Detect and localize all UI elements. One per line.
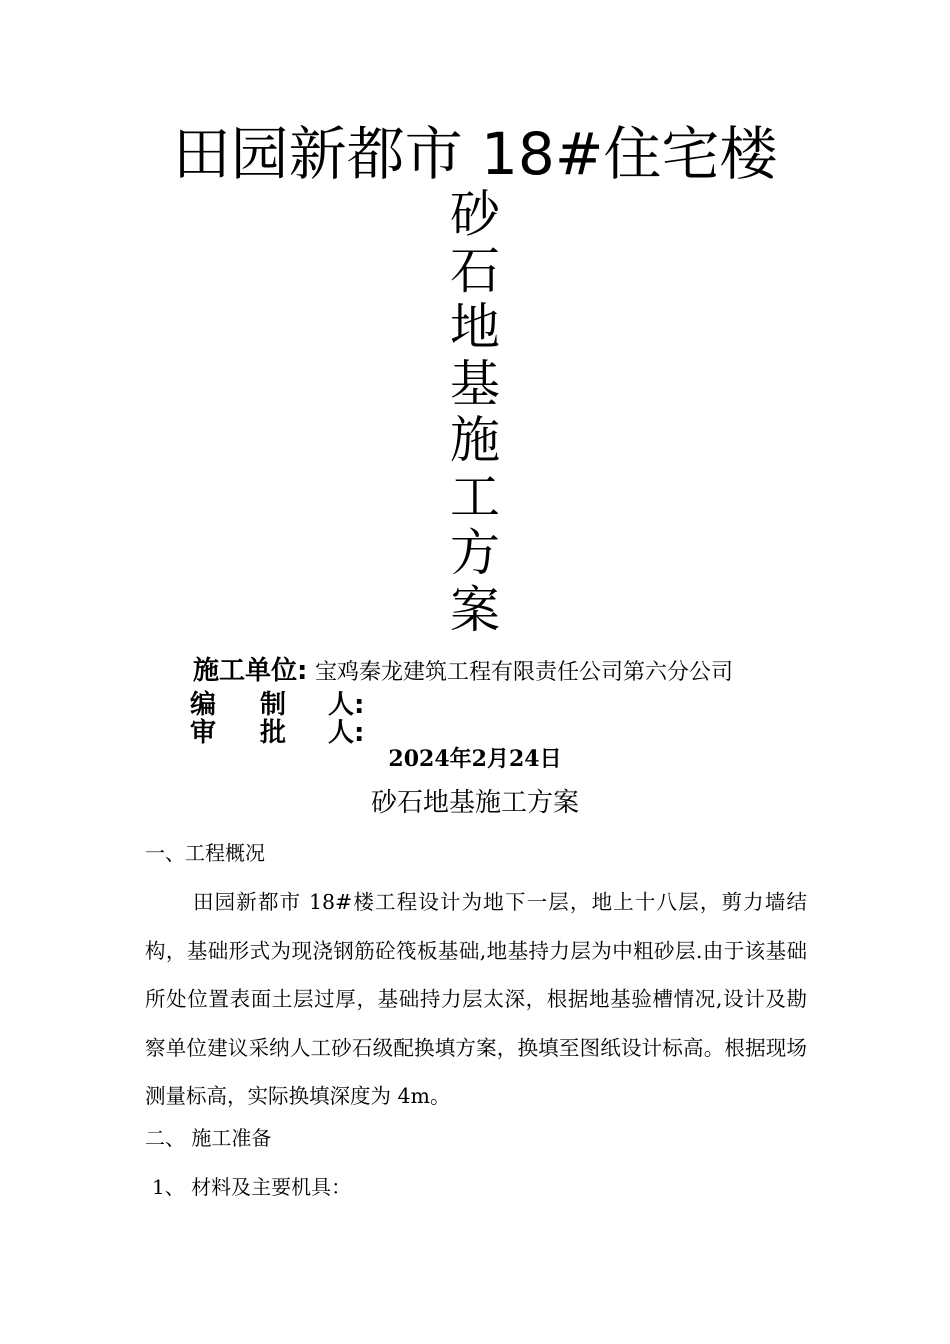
section-1-body: 田园新都市 18#楼工程设计为地下一层，地上十八层，剪力墙结构，基础形式为现浇钢筋砼筏板基础,地基持力层为中粗砂层.由于该基础所处位置表面土层过厚，基础持力层太深，根据地基验槽情况,设计及勘察单位建议采纳人工砂石级配换填方案，换填至图纸设计标高。根据现场测量标高，实际换填深度为 4m。 <box>145 890 807 1108</box>
approver-char: 批 <box>260 718 287 748</box>
cover-title: 田园新都市 18#住宅楼 <box>172 120 778 188</box>
document-heading: 砂石地基施工方案 <box>370 788 579 818</box>
subtitle-char: 地 <box>450 298 500 356</box>
compiler-row <box>190 690 378 720</box>
approver-char: 审 <box>190 718 217 748</box>
compiler-char: 制 <box>260 690 287 720</box>
construction-unit-label: 施工单位: <box>193 656 308 686</box>
compiler-label <box>190 690 378 720</box>
section-2-title: 二、 施工准备 <box>145 1126 272 1150</box>
subtitle-char: 砂 <box>450 185 500 243</box>
subtitle-char: 案 <box>450 580 500 639</box>
approver-char: 人: <box>328 718 365 748</box>
construction-unit-row <box>193 656 733 688</box>
subtitle-char: 工 <box>450 467 500 526</box>
construction-unit-value: 宝鸡秦龙建筑工程有限责任公司第六分公司 <box>315 660 734 685</box>
document-date: 2024年2月24日 <box>388 746 562 772</box>
compiler-char: 人: <box>328 690 365 720</box>
section-2-1-title: 1、 材料及主要机具： <box>152 1175 352 1199</box>
subtitle-char: 方 <box>450 524 500 582</box>
section-1-title: 一、工程概况 <box>145 841 265 865</box>
compiler-char: 编 <box>190 690 217 720</box>
subtitle-char: 施 <box>450 411 500 469</box>
cover-subtitle-vertical <box>440 186 510 638</box>
subtitle-char: 石 <box>450 241 500 300</box>
subtitle-char: 基 <box>450 354 500 413</box>
